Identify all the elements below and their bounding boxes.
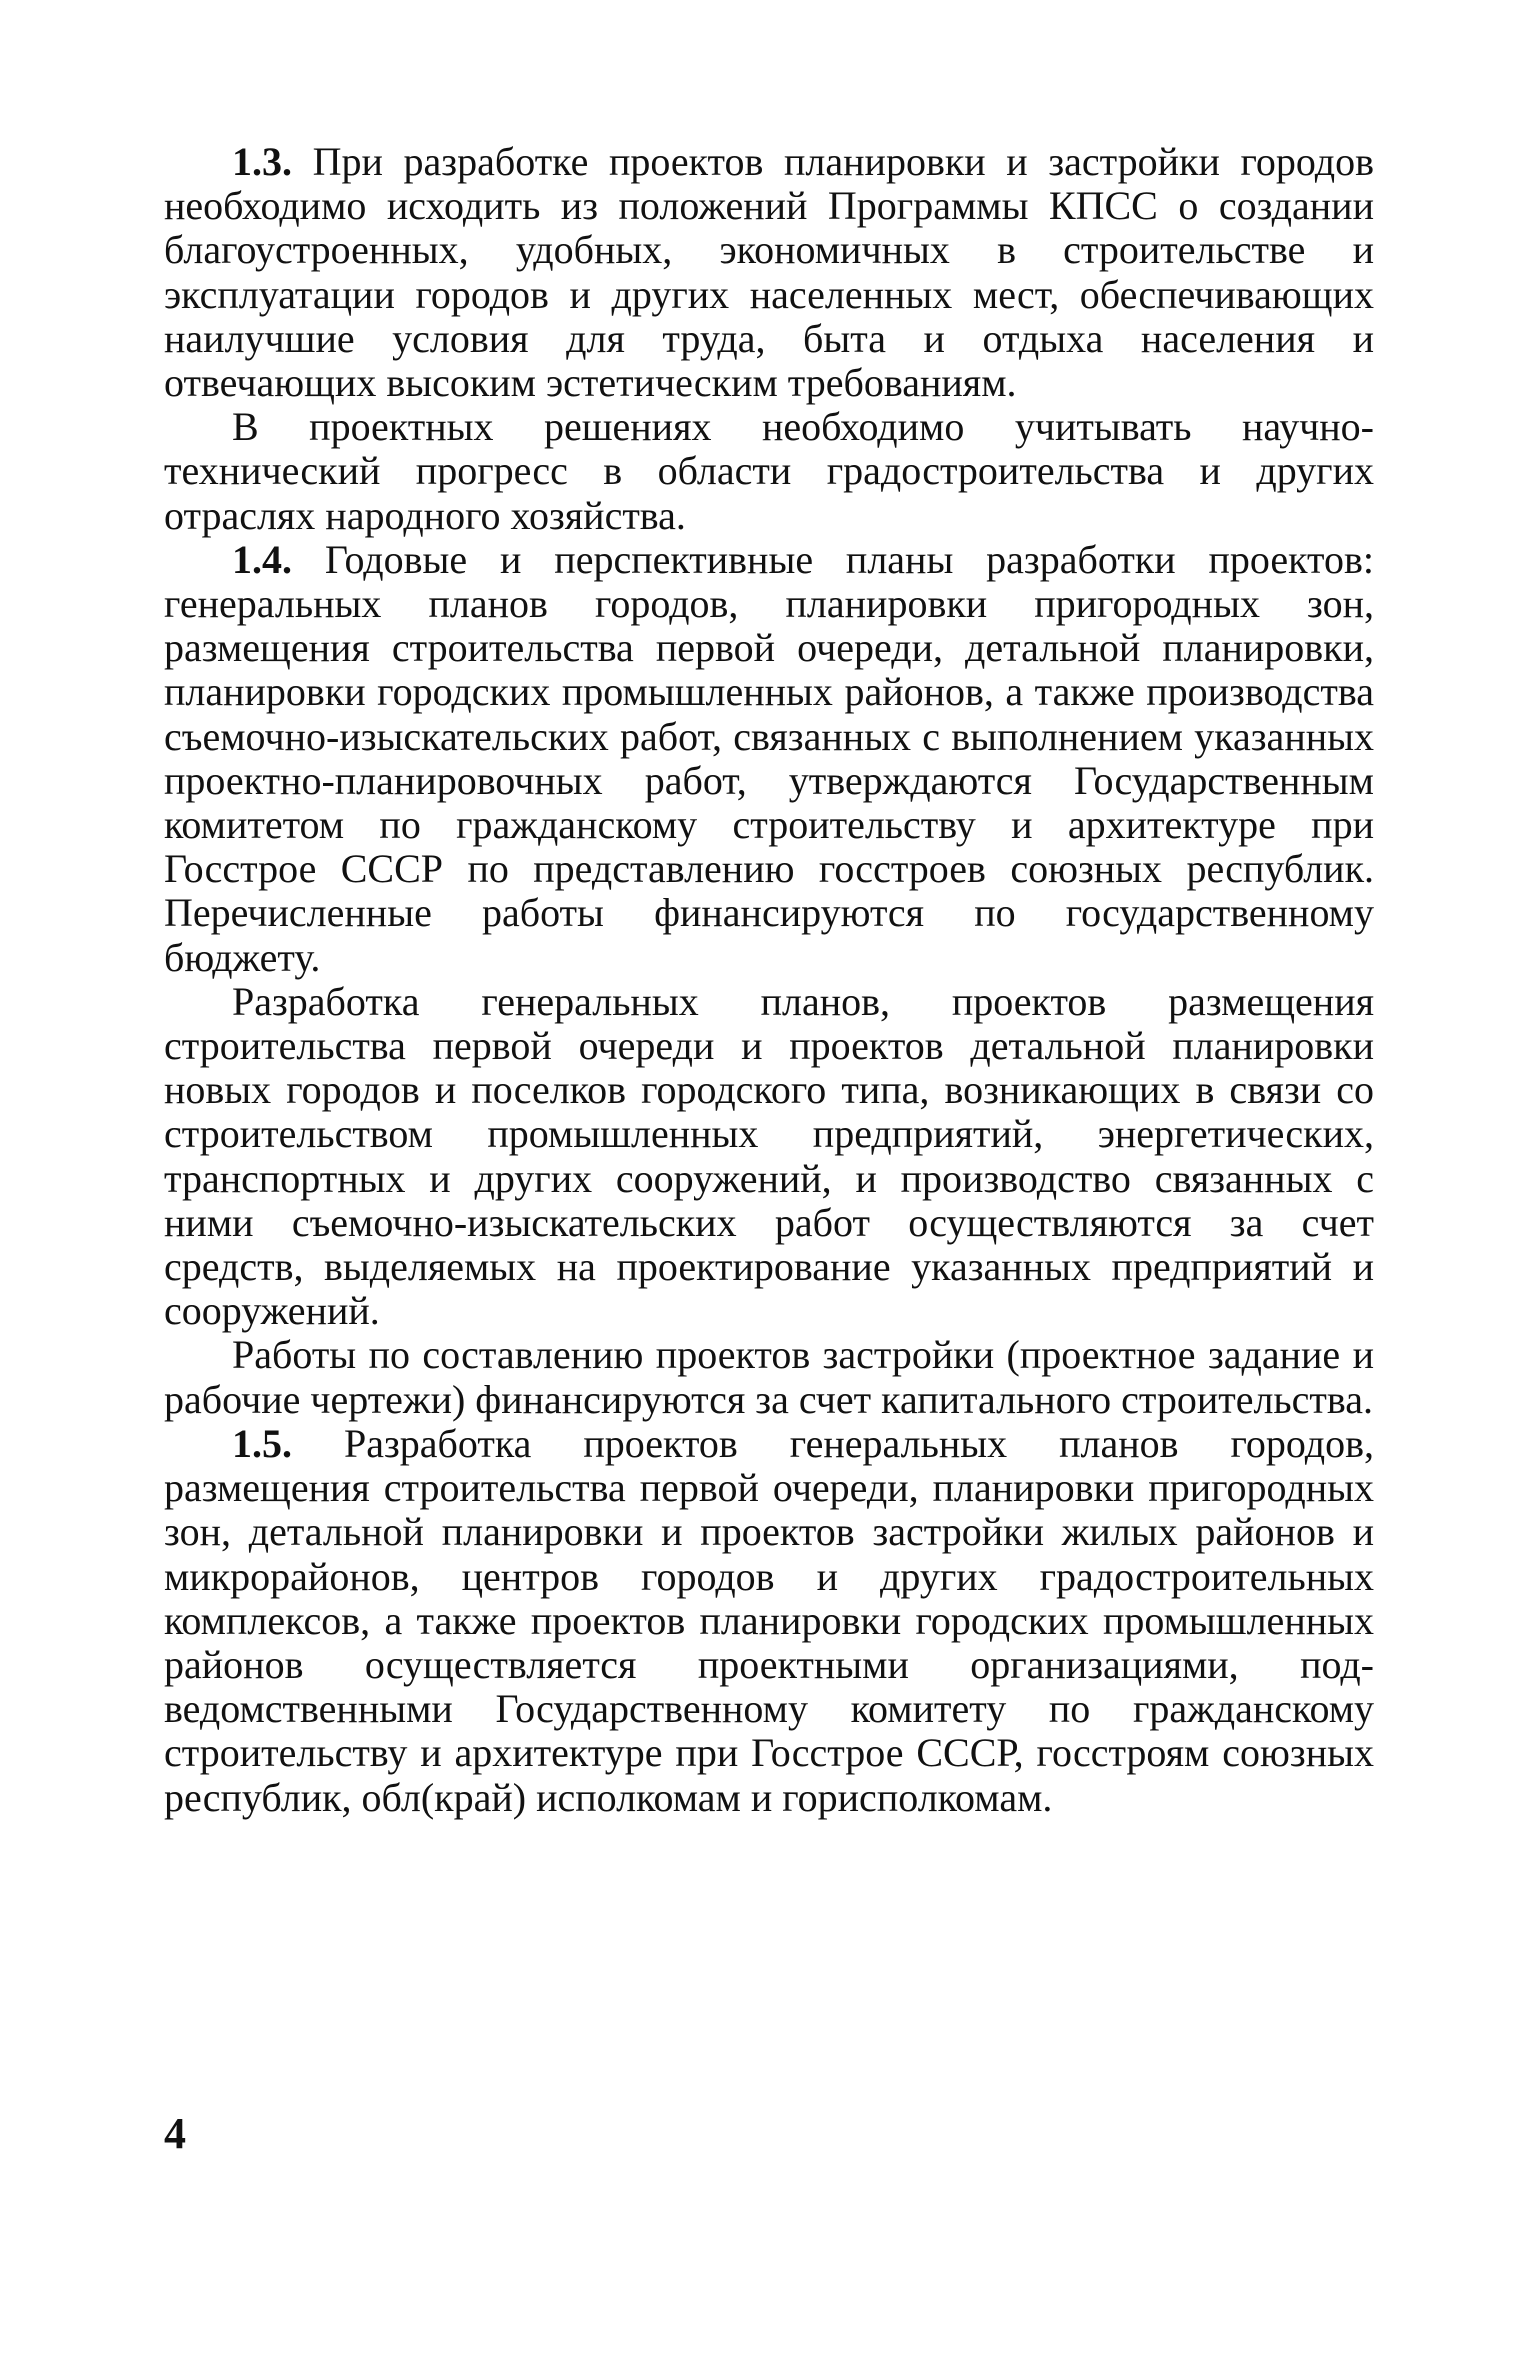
paragraph-number: 1.3.	[232, 139, 292, 184]
paragraph-text: В проектных решениях необходимо учитывать научно-технический прогресс в области градостроительства и других отраслях народного хозяйства.	[164, 404, 1374, 538]
paragraph-1-3-continued	[164, 405, 1374, 538]
paragraph-1-3	[164, 140, 1374, 405]
paragraph-text: Годовые и перспективные планы разработки проектов: генеральных планов городов, планировки пригородных зон, размещения строительства первой очереди, детальной планировки, планировки городских промышленных районов, а также производства съемочно-изыскательских работ, связанных с выполнением указанных проектно-планировочных работ, утверждаются Государственным комитетом по гражданскому строительству и архитектуре при Госстрое СССР по представлению госстроев союзных республик. Перечисленные работы финансируются по государственному бюджету.	[164, 536, 1374, 980]
paragraph-number: 1.5.	[232, 1420, 292, 1466]
paragraph-text: При разработке проектов планировки и застройки городов необходимо исходить из положений Программы КПСС о создании благоустроенных, удобных, экономичных в строительстве и эксплуатации городов и других населенных мест, обеспечивающих наилучшие условия для труда, быта и отдыха населения и отвечающих высоким эстетическим требованиям.	[164, 139, 1374, 406]
body-text	[164, 140, 1374, 1820]
page-number: 4	[164, 2109, 186, 2158]
paragraph-text: Разработка проектов генеральных планов городов, размещения строительства первой очереди, планировки пригородных зон, детальной планировки и проектов застройки жилых районов и микрорайонов, центров городов и других градостроительных комплексов, а также проектов планировки городских промышленных районов осуществляется проектными организациями, подведомственными Государственному комитету по гражданскому строительству и архитектуре при Госстрое СССР, госстроям союзных республик, обл(край) исполкомам и горисполкомам.	[164, 1420, 1374, 1820]
paragraph-1-4	[164, 538, 1374, 980]
paragraph-text: Разработка генеральных планов, проектов размещения строительства первой очереди и проектов детальной планировки новых городов и поселков городского типа, возникающих в связи со строительством промышленных предприятий, энергетических, транспортных и других сооружений, и производство связанных с ними съемочно-изыскательских работ осуществляются за счет средств, выделяемых на проектирование указанных предприятий и сооружений.	[164, 978, 1374, 1334]
paragraph-1-5	[164, 1422, 1374, 1820]
paragraph-1-4-financing	[164, 1333, 1374, 1421]
paragraph-number: 1.4.	[232, 536, 292, 582]
paragraph-text: Работы по составлению проектов застройки (проектное задание и рабочие чертежи) финансируются за счет капитального строительства.	[164, 1332, 1374, 1422]
paragraph-1-4-continued	[164, 980, 1374, 1334]
